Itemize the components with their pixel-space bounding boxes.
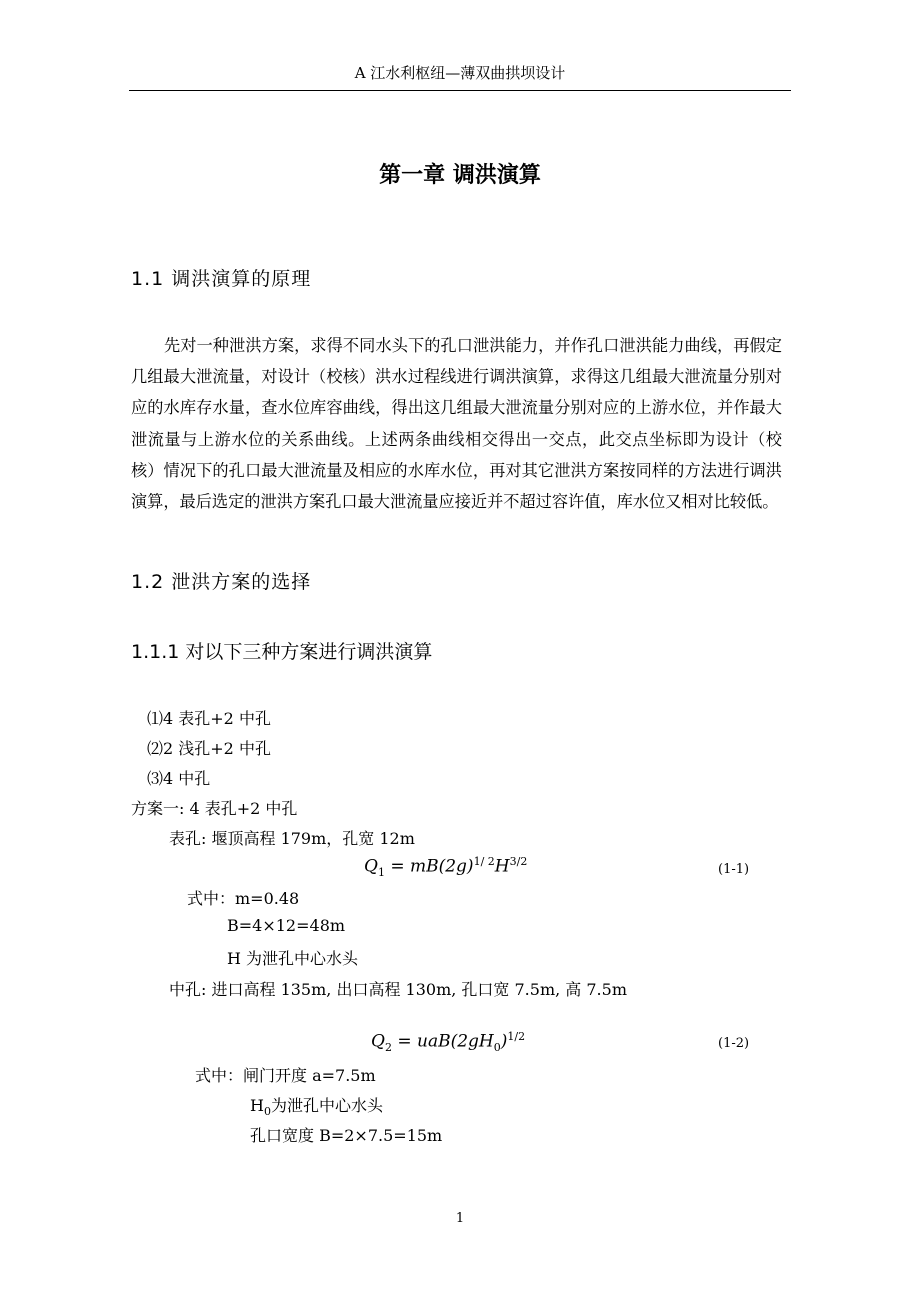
eq2-sub0: 0: [493, 1041, 501, 1055]
section-heading-1-1-1: 1.1.1 对以下三种方案进行调洪演算: [131, 641, 433, 663]
eq2-exp: 1/2: [507, 1030, 526, 1043]
eq1-h: H: [494, 856, 510, 877]
page-number: 1: [455, 1211, 465, 1226]
middle-hole-description: 中孔: 进口高程 135m, 出口高程 130m, 孔口宽 7.5m, 高 7.5m: [169, 980, 627, 999]
where2-h0-sub: 0: [263, 1105, 271, 1119]
where1-b: B=4×12=48m: [227, 916, 346, 935]
section-heading-1-2: 1.2 泄洪方案的选择: [131, 571, 312, 593]
where2-h0: [250, 1093, 383, 1118]
equation-number-1-2: (1-2): [718, 1036, 750, 1051]
option-item: ⑴4 表孔+2 中孔: [147, 709, 271, 728]
where1-h: H 为泄孔中心水头: [227, 949, 359, 968]
section-heading-1-1: 1.1 调洪演算的原理: [131, 268, 312, 290]
eq1-lhs: Q: [364, 856, 378, 877]
where2-h0-rest: 为泄孔中心水头: [270, 1096, 383, 1115]
equation-number-1-1: (1-1): [718, 862, 750, 877]
option-item: ⑶4 中孔: [147, 769, 211, 788]
eq1-exp2: 3/2: [509, 855, 528, 868]
equation-1-1: [364, 855, 527, 879]
option-item: ⑵2 浅孔+2 中孔: [147, 739, 271, 758]
surface-hole-description: 表孔: 堰顶高程 179m，孔宽 12m: [169, 829, 415, 848]
eq2-close: ): [500, 1031, 508, 1052]
where1-label: 式中：m=0.48: [187, 889, 300, 908]
page-header-title: A 江水利枢纽—薄双曲拱坝设计: [354, 64, 566, 82]
where2-h0-h: H: [250, 1096, 264, 1115]
eq1-mid: = mB(2g): [384, 856, 474, 877]
equation-1-2: [371, 1030, 525, 1054]
where2-b: 孔口宽度 B=2×7.5=15m: [250, 1126, 443, 1145]
scheme1-title: 方案一: 4 表孔+2 中孔: [131, 799, 298, 818]
header-divider: [129, 90, 791, 91]
eq2-mid: = uaB(2gH: [391, 1031, 494, 1052]
eq2-lhs-sub: 2: [384, 1041, 392, 1055]
where2-label: 式中：闸门开度 a=7.5m: [195, 1066, 376, 1085]
eq1-lhs-sub: 1: [377, 866, 385, 880]
chapter-title: 第一章 调洪演算: [379, 163, 541, 188]
eq1-exp1: 1/ 2: [473, 855, 495, 868]
eq2-lhs: Q: [371, 1031, 385, 1052]
intro-paragraph: 先对一种泄洪方案，求得不同水头下的孔口泄洪能力，并作孔口泄洪能力曲线，再假定几组最大泄流量，对设计（校核）洪水过程线进行调洪演算，求得这几组最大泄流量分别对应的水库存水量，查水位库容曲线，得出这几组最大泄流量分别对应的上游水位，并作最大泄流量与上游水位的关系曲线。上述两条曲线相交得出一交点，此交点坐标即为设计（校核）情况下的孔口最大泄流量及相应的水库水位，再对其它泄洪方案按同样的方法进行调洪演算，最后选定的泄洪方案孔口最大泄流量应接近并不超过容许值，库水位又相对比较低。: [131, 336, 782, 512]
